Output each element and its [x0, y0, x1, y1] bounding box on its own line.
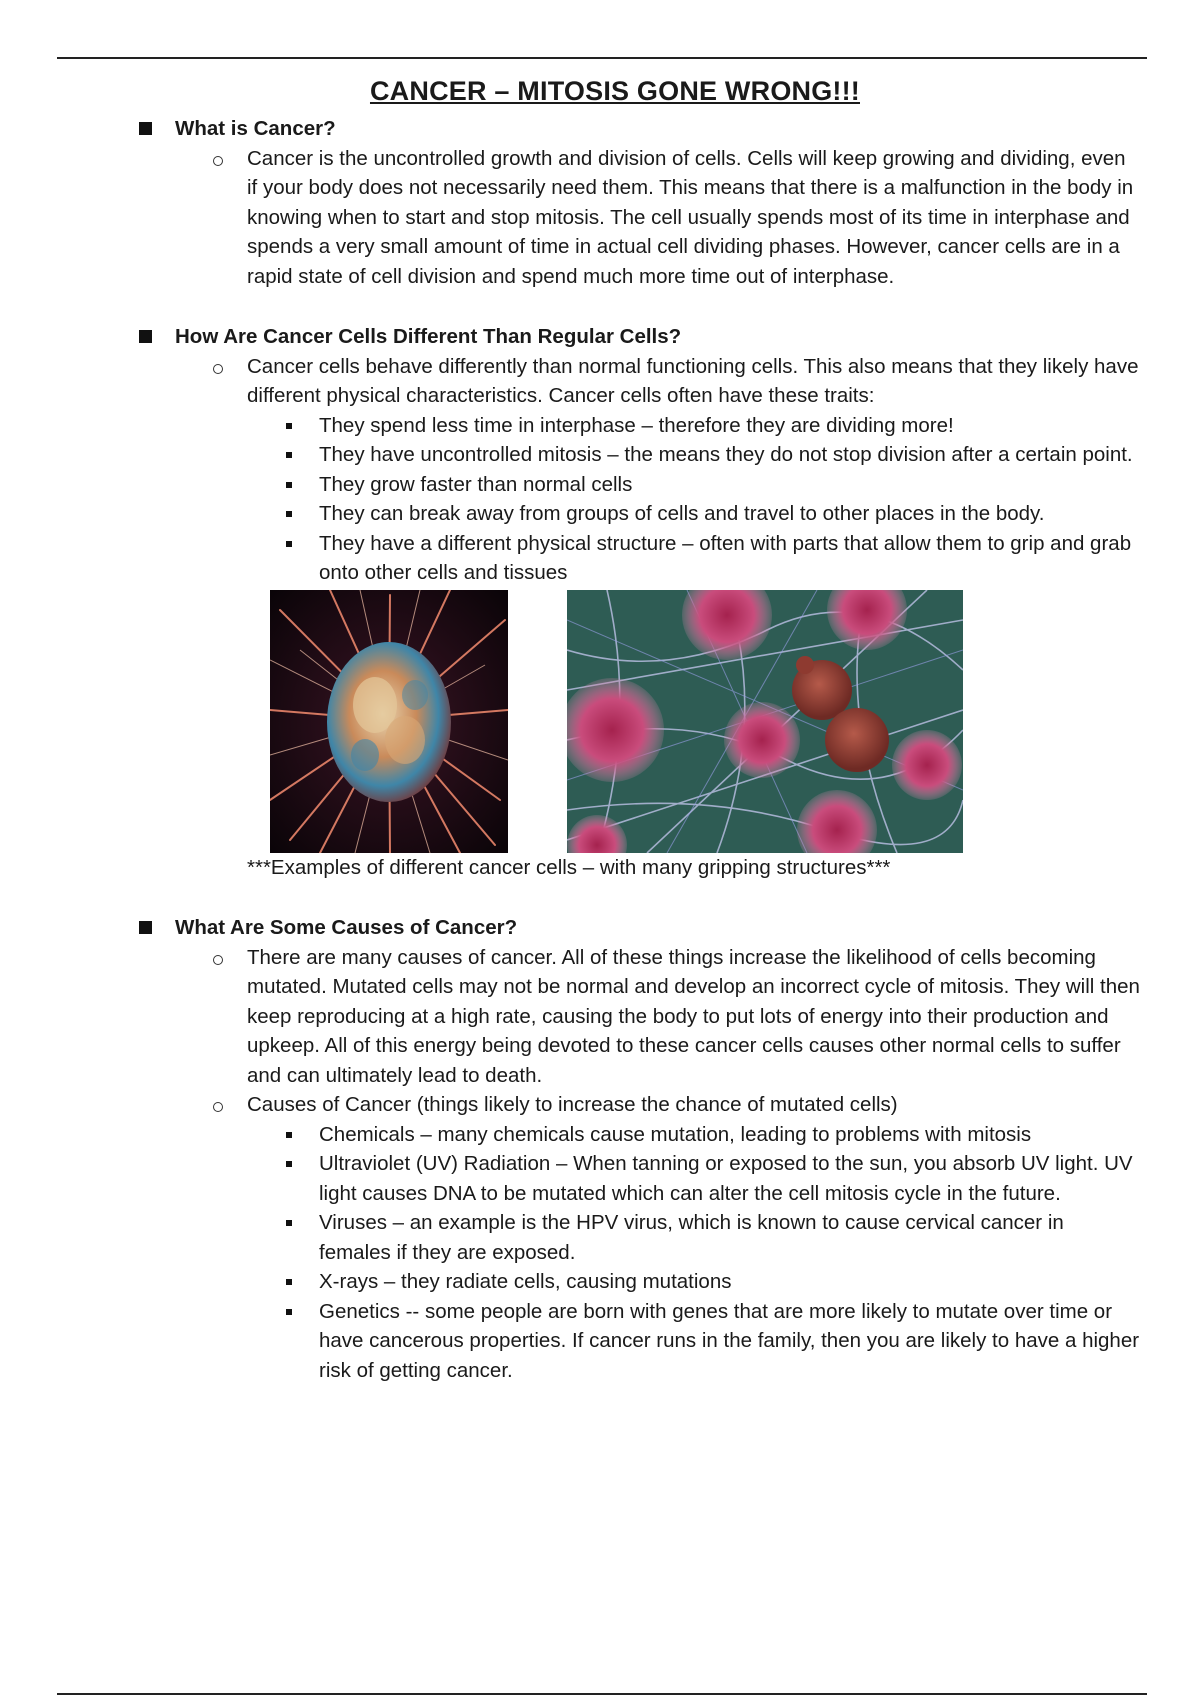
page-title: CANCER – MITOSIS GONE WRONG!!!: [369, 76, 860, 106]
small-square-bullet-icon: [286, 423, 292, 429]
cancer-cell-micrograph-1: [270, 590, 508, 853]
list-item: Genetics -- some people are born with genes that are more likely to mutate over time or have cancerous properties. If cancer runs in the family, then you are likely to have a higher risk of getting cancer.: [0, 1297, 1200, 1386]
paragraph: Cancer is the uncontrolled growth and division of cells. Cells will keep growing and dividing, even if your body does not necessarily need them. This means that there is a malfunction in the body in knowing when to start and stop mitosis. The cell usually spends most of its time in interphase and spends a very small amount of time in actual cell dividing phases. However, cancer cells are in a rapid state of cell division and spend much more time out of interphase.: [0, 144, 1200, 292]
section-heading: What Are Some Causes of Cancer?: [0, 913, 1200, 943]
small-square-bullet-icon: [286, 541, 292, 547]
list-item: Chemicals – many chemicals cause mutation, leading to problems with mitosis: [0, 1120, 1200, 1150]
small-square-bullet-icon: [286, 511, 292, 517]
paragraph: There are many causes of cancer. All of these things increase the likelihood of cells becoming mutated. Mutated cells may not be normal and develop an incorrect cycle of mitosis. They will then keep reproducing at a high rate, causing the body to put lots of energy into their production and upkeep. All of this energy being devoted to these cancer cells causes other normal cells to suffer and can ultimately lead to death.: [0, 943, 1200, 1091]
small-square-bullet-icon: [286, 1309, 292, 1315]
small-square-bullet-icon: [286, 1279, 292, 1285]
document-body: [0, 114, 1200, 1385]
section-heading: How Are Cancer Cells Different Than Regular Cells?: [0, 322, 1200, 352]
square-bullet-icon: [139, 330, 152, 343]
list-item: They grow faster than normal cells: [0, 470, 1200, 500]
paragraph: Cancer cells behave differently than normal functioning cells. This also means that they likely have different physical characteristics. Cancer cells often have these traits:: [0, 352, 1200, 411]
image-caption: ***Examples of different cancer cells – with many gripping structures***: [247, 855, 891, 879]
small-square-bullet-icon: [286, 452, 292, 458]
list-item: They have a different physical structure – often with parts that allow them to grip and grab onto other cells and tissues: [0, 529, 1200, 588]
circle-bullet-icon: [213, 364, 223, 374]
paragraph: Causes of Cancer (things likely to increase the chance of mutated cells): [0, 1090, 1200, 1120]
small-square-bullet-icon: [286, 1161, 292, 1167]
top-rule: [57, 57, 1147, 59]
small-square-bullet-icon: [286, 482, 292, 488]
cancer-cell-images: [0, 590, 1200, 858]
bottom-rule: [57, 1693, 1147, 1695]
list-item: They can break away from groups of cells and travel to other places in the body.: [0, 499, 1200, 529]
circle-bullet-icon: [213, 955, 223, 965]
list-item: Ultraviolet (UV) Radiation – When tanning or exposed to the sun, you absorb UV light. UV light causes DNA to be mutated which can alter the cell mitosis cycle in the future.: [0, 1149, 1200, 1208]
list-item: They spend less time in interphase – therefore they are dividing more!: [0, 411, 1200, 441]
list-item: They have uncontrolled mitosis – the means they do not stop division after a certain point.: [0, 440, 1200, 470]
square-bullet-icon: [139, 921, 152, 934]
small-square-bullet-icon: [286, 1132, 292, 1138]
cancer-cell-micrograph-2: [567, 590, 963, 853]
section-heading: What is Cancer?: [0, 114, 1200, 144]
list-item: Viruses – an example is the HPV virus, which is known to cause cervical cancer in females if they are exposed.: [0, 1208, 1200, 1267]
circle-bullet-icon: [213, 156, 223, 166]
small-square-bullet-icon: [286, 1220, 292, 1226]
circle-bullet-icon: [213, 1102, 223, 1112]
square-bullet-icon: [139, 122, 152, 135]
list-item: X-rays – they radiate cells, causing mutations: [0, 1267, 1200, 1297]
